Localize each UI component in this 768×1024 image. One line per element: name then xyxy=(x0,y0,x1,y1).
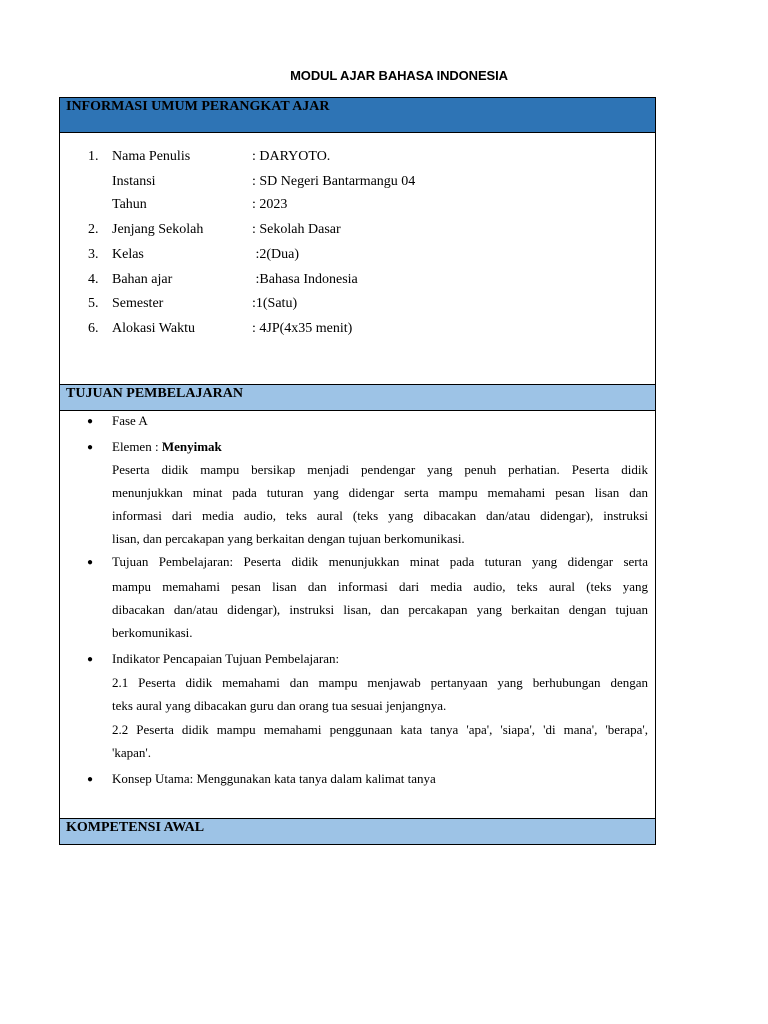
info-row-value: : SD Negeri Bantarmangu 04 xyxy=(252,174,416,189)
info-row-value: : 4JP(4x35 menit) xyxy=(252,321,353,336)
elemen-name: Menyimak xyxy=(161,439,222,454)
tujuan-pembelajaran-line: berkomunikasi. xyxy=(112,625,193,640)
section-header-tujuan-pembelajaran: TUJUAN PEMBELAJARAN xyxy=(60,384,655,411)
elemen-desc-line: menunjukkan minat pada tuturan yang didengar serta mampu memahami pesan lisan dan xyxy=(112,485,648,500)
tujuan-pembelajaran-line: dibacakan dan/atau didengar), instruksi lisan, dan percakapan yang berkaitan dengan tujuan xyxy=(112,602,648,617)
info-row-label: Tahun xyxy=(112,197,147,212)
module-table xyxy=(59,97,656,845)
info-row-value: : Sekolah Dasar xyxy=(252,222,341,237)
info-row-label: Alokasi Waktu xyxy=(112,321,195,336)
info-row-label: Instansi xyxy=(112,174,156,189)
bullet-icon: ● xyxy=(87,416,94,427)
info-row-number: 4. xyxy=(88,272,99,287)
info-row-value: :1(Satu) xyxy=(252,296,298,311)
tujuan-pembelajaran-line: mampu memahami pesan lisan dan informasi dari media audio, teks aural (teks yang xyxy=(112,579,648,594)
info-row-number: 1. xyxy=(88,149,99,164)
konsep-utama-text: Konsep Utama: Menggunakan kata tanya dalam kalimat tanya xyxy=(112,771,436,786)
elemen-desc-line: lisan, dan percakapan yang berkaitan dengan tujuan berkomunikasi. xyxy=(112,531,465,546)
info-row-number: 6. xyxy=(88,321,99,336)
info-row-value: :2(Dua) xyxy=(252,247,300,262)
elemen-line xyxy=(112,439,648,455)
info-row-number: 3. xyxy=(88,247,99,262)
indikator-1-line: teks aural yang dibacakan guru dan orang tua sesuai jenjangnya. xyxy=(112,698,447,713)
elemen-desc-line: informasi dari media audio, teks aural (teks yang dibacakan dan/atau didengar), instruksi xyxy=(112,508,648,523)
info-row-label: Jenjang Sekolah xyxy=(112,222,204,237)
info-row-number: 2. xyxy=(88,222,99,237)
info-row-label: Nama Penulis xyxy=(112,149,191,164)
bullet-icon: ● xyxy=(87,774,94,785)
tujuan-pembelajaran-line: Tujuan Pembelajaran: Peserta didik menunjukkan minat pada tuturan yang didengar serta xyxy=(112,554,648,569)
indikator-2-line: 'kapan'. xyxy=(112,745,151,760)
section-header-kompetensi-awal: KOMPETENSI AWAL xyxy=(60,818,655,844)
info-row-value: :Bahasa Indonesia xyxy=(252,272,358,287)
info-row-label: Bahan ajar xyxy=(112,272,173,287)
section-header-informasi-umum: INFORMASI UMUM PERANGKAT AJAR xyxy=(60,98,655,133)
bullet-icon: ● xyxy=(87,442,94,453)
document-title: MODUL AJAR BAHASA INDONESIA xyxy=(290,68,508,83)
bullet-icon: ● xyxy=(87,557,94,568)
indikator-1-line: 2.1 Peserta didik memahami dan mampu menjawab pertanyaan yang berhubungan dengan xyxy=(112,675,648,690)
info-row-value: : 2023 xyxy=(252,197,288,212)
elemen-prefix: Elemen : xyxy=(112,439,162,454)
fase-text: Fase A xyxy=(112,413,148,428)
info-row-value: : DARYOTO. xyxy=(252,149,331,164)
indikator-2-line: 2.2 Peserta didik mampu memahami penggunaan kata tanya 'apa', 'siapa', 'di mana', 'berapa', xyxy=(112,722,648,737)
info-row-number: 5. xyxy=(88,296,99,311)
bullet-icon: ● xyxy=(87,654,94,665)
elemen-desc-line: Peserta didik mampu bersikap menjadi pendengar yang penuh perhatian. Peserta didik xyxy=(112,462,648,477)
info-row-label: Kelas xyxy=(112,247,144,262)
indikator-title: Indikator Pencapaian Tujuan Pembelajaran: xyxy=(112,651,340,666)
info-row-label: Semester xyxy=(112,296,164,311)
